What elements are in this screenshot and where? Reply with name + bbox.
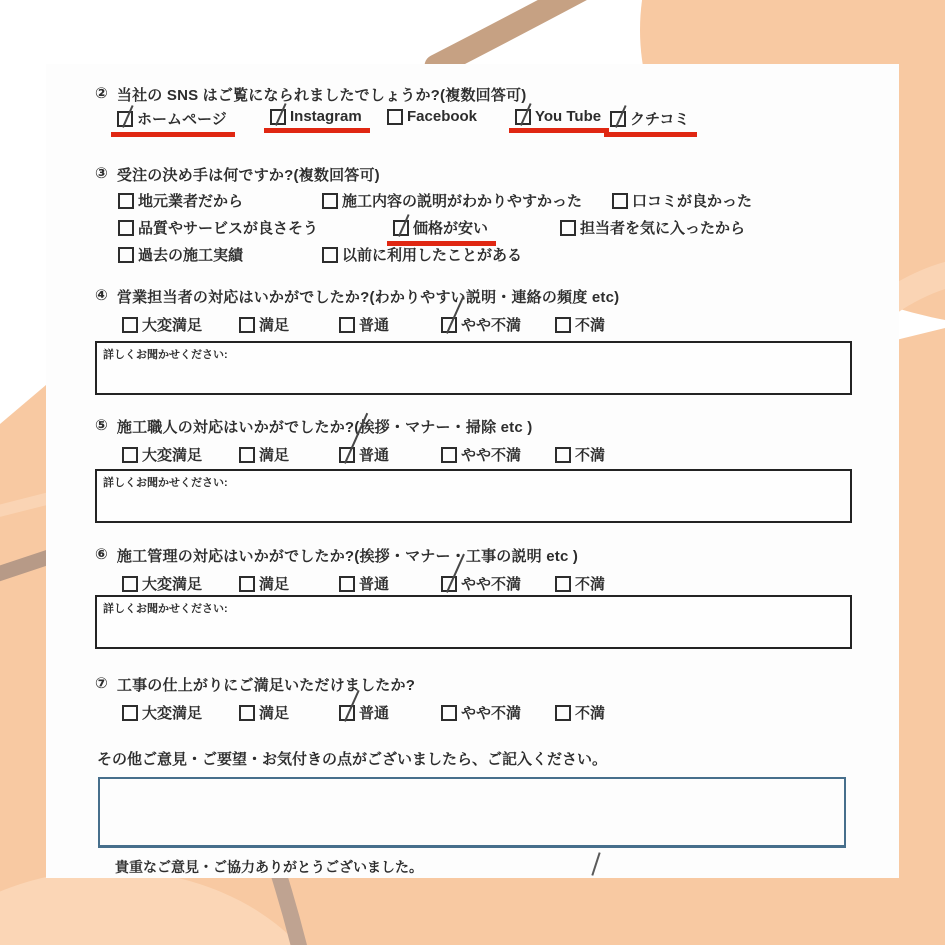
option-dissatisfied bbox=[555, 573, 605, 596]
option-facebook bbox=[387, 108, 515, 131]
question-3-text: 受注の決め手は何ですか?(複数回答可) bbox=[116, 167, 380, 184]
question-4-text: 営業担当者の対応はいかがでしたか?(わかりやすい説明・連絡の頻度 etc) bbox=[116, 289, 620, 306]
option-label: 満足 bbox=[259, 317, 290, 334]
checkbox-facebook[interactable] bbox=[387, 109, 403, 125]
option-label: 大変満足 bbox=[142, 447, 203, 464]
option-label: やや不満 bbox=[461, 576, 522, 593]
checkbox-low-price[interactable] bbox=[393, 220, 409, 236]
option-somewhat-dissatisfied bbox=[441, 702, 555, 725]
checkbox-used-before[interactable] bbox=[322, 247, 338, 263]
option-very-satisfied bbox=[122, 702, 239, 725]
option-neutral bbox=[339, 702, 441, 725]
red-underline-mark bbox=[604, 132, 697, 137]
question-4-detail-box[interactable] bbox=[95, 341, 852, 395]
question-2-options bbox=[117, 108, 689, 131]
option-label: 不満 bbox=[575, 576, 606, 593]
option-good-reviews bbox=[612, 190, 752, 213]
pen-check-mark bbox=[520, 103, 532, 126]
option-label: やや不満 bbox=[461, 447, 522, 464]
question-2-title bbox=[95, 84, 526, 105]
option-very-satisfied bbox=[122, 314, 239, 337]
option-label: 普通 bbox=[359, 576, 390, 593]
question-3-row-2 bbox=[118, 217, 745, 240]
checkbox-neutral[interactable] bbox=[339, 447, 355, 463]
question-2-number: ② bbox=[95, 85, 108, 102]
pen-check-mark bbox=[122, 105, 134, 128]
option-kuchikomi bbox=[610, 108, 689, 131]
option-label: 地元業者だから bbox=[138, 193, 244, 210]
option-label: 不満 bbox=[575, 705, 606, 722]
option-label: 普通 bbox=[359, 705, 390, 722]
option-satisfied bbox=[239, 444, 339, 467]
option-label: Instagram bbox=[290, 108, 362, 125]
option-past-work-record bbox=[118, 244, 322, 267]
option-neutral bbox=[339, 444, 441, 467]
pen-check-mark bbox=[275, 103, 287, 126]
checkbox-satisfied[interactable] bbox=[239, 576, 255, 592]
option-somewhat-dissatisfied bbox=[441, 314, 555, 337]
question-5-title bbox=[95, 416, 532, 437]
question-3-row-3 bbox=[118, 244, 522, 267]
question-2-text: 当社の SNS はご覧になられましたでしょうか?(複数回答可) bbox=[116, 87, 527, 104]
questionnaire-paper bbox=[46, 64, 899, 878]
option-somewhat-dissatisfied bbox=[441, 444, 555, 467]
question-3-row-1 bbox=[118, 190, 752, 213]
checkbox-very-satisfied[interactable] bbox=[122, 576, 138, 592]
checkbox-very-satisfied[interactable] bbox=[122, 447, 138, 463]
question-5-number: ⑤ bbox=[95, 417, 108, 434]
option-label: 口コミが良かった bbox=[632, 193, 753, 210]
red-underline-mark bbox=[111, 132, 235, 137]
pen-check-mark bbox=[615, 105, 627, 128]
option-label: 価格が安い bbox=[413, 220, 489, 237]
option-label: 担当者を気に入ったから bbox=[580, 220, 746, 237]
option-label: 大変満足 bbox=[142, 705, 203, 722]
option-very-satisfied bbox=[122, 444, 239, 467]
question-7-options bbox=[122, 702, 605, 725]
option-label: 不満 bbox=[575, 447, 606, 464]
option-somewhat-dissatisfied bbox=[441, 573, 555, 596]
detail-box-label: 詳しくお聞かせください: bbox=[103, 477, 228, 489]
option-label: You Tube bbox=[535, 108, 602, 125]
checkbox-satisfied[interactable] bbox=[239, 705, 255, 721]
option-very-satisfied bbox=[122, 573, 239, 596]
option-label: 過去の施工実績 bbox=[138, 247, 244, 264]
checkbox-somewhat-dissatisfied[interactable] bbox=[441, 447, 457, 463]
checkbox-somewhat-dissatisfied[interactable] bbox=[441, 705, 457, 721]
option-good-quality-service bbox=[118, 217, 393, 240]
other-comments-box[interactable] bbox=[98, 777, 846, 848]
option-label: 以前に利用したことがある bbox=[342, 247, 523, 264]
question-6-text: 施工管理の対応はいかがでしたか?(挨拶・マナー・工事の説明 etc ) bbox=[116, 548, 579, 565]
question-7-text: 工事の仕上がりにご満足いただけましたか? bbox=[116, 677, 416, 694]
detail-box-label: 詳しくお聞かせください: bbox=[103, 603, 228, 615]
option-satisfied bbox=[239, 573, 339, 596]
checkbox-satisfied[interactable] bbox=[239, 447, 255, 463]
checkbox-clear-explanation[interactable] bbox=[322, 193, 338, 209]
checkbox-dissatisfied[interactable] bbox=[555, 317, 571, 333]
option-liked-representative bbox=[560, 217, 745, 240]
question-5-detail-box[interactable] bbox=[95, 469, 852, 523]
option-low-price bbox=[393, 217, 560, 240]
option-neutral bbox=[339, 573, 441, 596]
question-6-options bbox=[122, 573, 605, 596]
option-homepage bbox=[117, 108, 270, 131]
question-5-options bbox=[122, 444, 605, 467]
checkbox-dissatisfied[interactable] bbox=[555, 576, 571, 592]
option-dissatisfied bbox=[555, 314, 605, 337]
checkbox-dissatisfied[interactable] bbox=[555, 705, 571, 721]
checkbox-liked-representative[interactable] bbox=[560, 220, 576, 236]
checkbox-very-satisfied[interactable] bbox=[122, 705, 138, 721]
checkbox-kuchikomi[interactable] bbox=[610, 111, 626, 127]
option-neutral bbox=[339, 314, 441, 337]
question-4-options bbox=[122, 314, 605, 337]
option-label: 大変満足 bbox=[142, 576, 203, 593]
question-4-number: ④ bbox=[95, 287, 108, 304]
checkbox-good-reviews[interactable] bbox=[612, 193, 628, 209]
option-label: 施工内容の説明がわかりやすかった bbox=[342, 193, 583, 210]
checkbox-neutral[interactable] bbox=[339, 576, 355, 592]
option-label: やや不満 bbox=[461, 317, 522, 334]
option-local-contractor bbox=[118, 190, 322, 213]
question-3-title bbox=[95, 164, 380, 185]
red-underline-mark bbox=[509, 128, 609, 133]
option-label: 満足 bbox=[259, 447, 290, 464]
red-underline-mark bbox=[264, 128, 370, 133]
checkbox-youtube[interactable] bbox=[515, 109, 531, 125]
option-dissatisfied bbox=[555, 702, 605, 725]
option-label: やや不満 bbox=[461, 705, 522, 722]
option-label: ホームページ bbox=[137, 111, 227, 128]
checkbox-neutral[interactable] bbox=[339, 705, 355, 721]
option-dissatisfied bbox=[555, 444, 605, 467]
checkbox-neutral[interactable] bbox=[339, 317, 355, 333]
option-label: 普通 bbox=[359, 447, 390, 464]
stray-pen-mark bbox=[591, 852, 600, 875]
pen-check-mark bbox=[398, 214, 410, 237]
checkbox-past-work-record[interactable] bbox=[118, 247, 134, 263]
question-7-title bbox=[95, 674, 415, 695]
checkbox-dissatisfied[interactable] bbox=[555, 447, 571, 463]
option-satisfied bbox=[239, 314, 339, 337]
option-label: Facebook bbox=[407, 108, 478, 125]
option-label: 満足 bbox=[259, 576, 290, 593]
option-instagram bbox=[270, 108, 387, 131]
checkbox-local-contractor[interactable] bbox=[118, 193, 134, 209]
checkbox-instagram[interactable] bbox=[270, 109, 286, 125]
option-label: 不満 bbox=[575, 317, 606, 334]
option-label: 普通 bbox=[359, 317, 390, 334]
option-label: クチコミ bbox=[630, 111, 690, 128]
checkbox-somewhat-dissatisfied[interactable] bbox=[441, 317, 457, 333]
option-label: 品質やサービスが良さそう bbox=[138, 220, 319, 237]
question-7-number: ⑦ bbox=[95, 675, 108, 692]
question-4-title bbox=[95, 286, 619, 307]
question-6-number: ⑥ bbox=[95, 546, 108, 563]
checkbox-homepage[interactable] bbox=[117, 111, 133, 127]
other-comments-label: その他ご意見・ご要望・お気付きの点がございましたら、ご記入ください。 bbox=[97, 751, 608, 768]
question-6-detail-box[interactable] bbox=[95, 595, 852, 649]
option-youtube bbox=[515, 108, 610, 131]
option-used-before bbox=[322, 244, 522, 267]
option-label: 大変満足 bbox=[142, 317, 203, 334]
question-3-number: ③ bbox=[95, 165, 108, 182]
thanks-message: 貴重なご意見・ご協力ありがとうございました。 bbox=[115, 859, 423, 875]
detail-box-label: 詳しくお聞かせください: bbox=[103, 349, 228, 361]
question-5-text: 施工職人の対応はいかがでしたか?(挨拶・マナー・掃除 etc ) bbox=[116, 419, 533, 436]
checkbox-satisfied[interactable] bbox=[239, 317, 255, 333]
option-clear-explanation bbox=[322, 190, 612, 213]
question-6-title bbox=[95, 545, 578, 566]
option-label: 満足 bbox=[259, 705, 290, 722]
checkbox-somewhat-dissatisfied[interactable] bbox=[441, 576, 457, 592]
checkbox-good-quality-service[interactable] bbox=[118, 220, 134, 236]
option-satisfied bbox=[239, 702, 339, 725]
checkbox-very-satisfied[interactable] bbox=[122, 317, 138, 333]
